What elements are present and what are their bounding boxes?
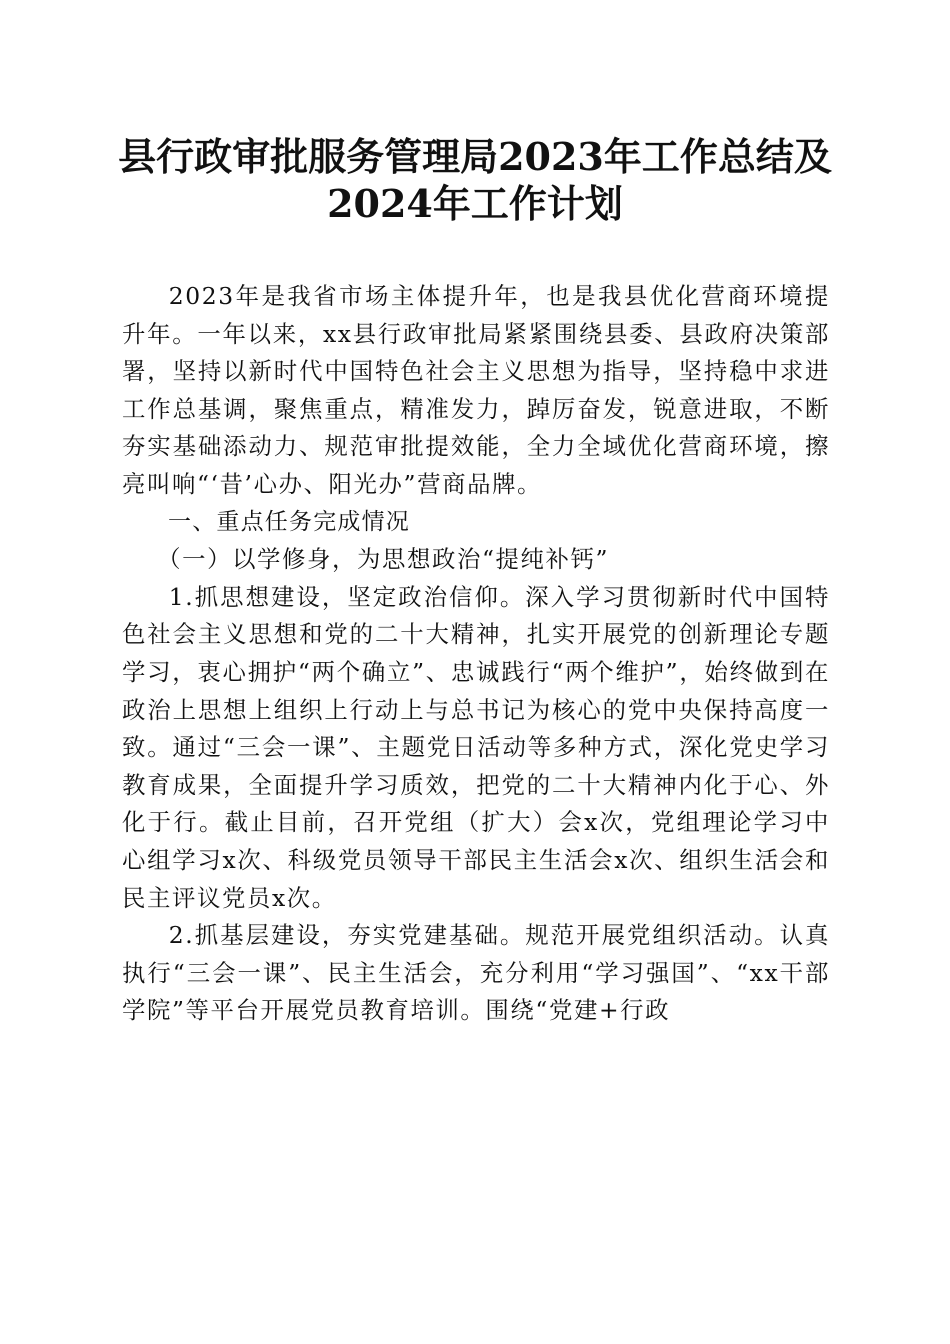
title-line-1: 县行政审批服务管理局2023年工作总结及 <box>118 134 832 179</box>
item-paragraph-1: 1.抓思想建设，坚定政治信仰。深入学习贯彻新时代中国特色社会主义思想和党的二十大精神，扎实开展党的创新理论专题学习，衷心拥护“两个确立”、忠诚践行“两个维护”，始终做到在政治上思想上组织上行动上与总书记为核心的党中央保持高度一致。通过“三会一课”、主题党日活动等多种方式，深化党史学习教育成果，全面提升学习质效，把党的二十大精神内化于心、外化于行。截止目前，召开党组（扩大）会x次，党组理论学习中心组学习x次、科级党员领导干部民主生活会x次、组织生活会和民主评议党员x次。 <box>122 582 830 912</box>
document-title <box>0 133 950 227</box>
document-body <box>122 278 830 1030</box>
subsection-heading: （一）以学修身，为思想政治“提纯补钙” <box>157 545 610 574</box>
section-heading: 一、重点任务完成情况 <box>168 508 410 535</box>
item-paragraph-2: 2.抓基层建设，夯实党建基础。规范开展党组织活动。认真执行“三会一课”、民主生活会，充分利用“学习强国”、“xx干部学院”等平台开展党员教育培训。围绕“党建+行政 <box>122 921 830 1025</box>
title-line-2: 2024年工作计划 <box>327 181 623 226</box>
intro-paragraph: 2023年是我省市场主体提升年，也是我县优化营商环境提升年。一年以来，xx县行政审批局紧紧围绕县委、县政府决策部署，坚持以新时代中国特色社会主义思想为指导，坚持稳中求进工作总基调，聚焦重点，精准发力，踔厉奋发，锐意进取，不断夯实基础添动力、规范审批提效能，全力全域优化营商环境，擦亮叫响“‘昔’心办、阳光办”营商品牌。 <box>122 282 830 498</box>
